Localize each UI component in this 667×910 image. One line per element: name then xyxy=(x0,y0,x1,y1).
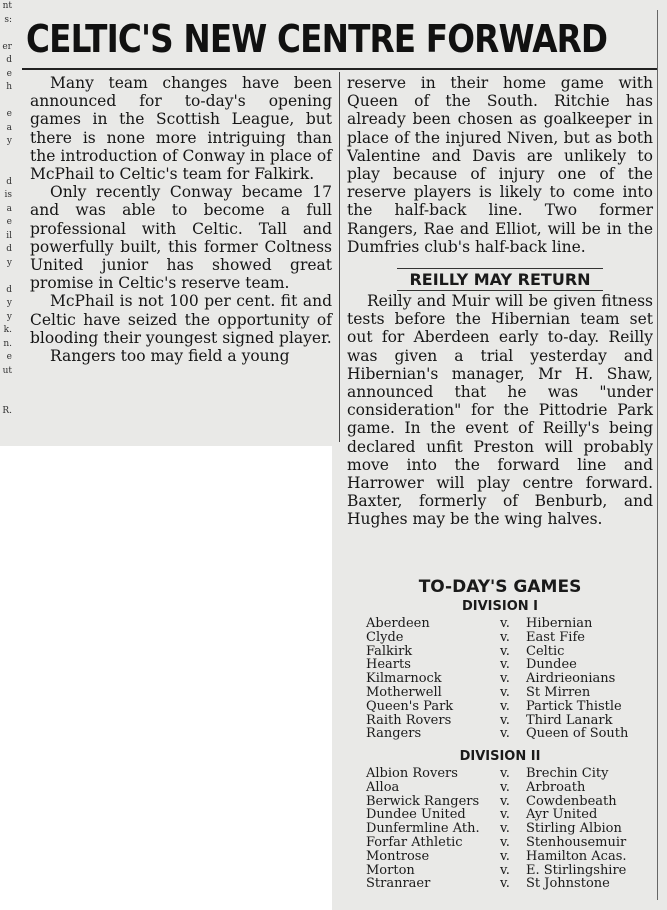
home-team: Hearts xyxy=(366,657,411,673)
margin-fragment: e xyxy=(6,109,12,119)
subheading xyxy=(347,270,653,289)
versus: v. xyxy=(500,848,510,864)
away-team: Brechin City xyxy=(526,766,609,781)
margin-fragment: d xyxy=(6,55,12,65)
margin-fragment: e xyxy=(6,68,12,79)
fixture-row xyxy=(366,727,652,741)
home-team: Dunfermline Ath. xyxy=(366,821,480,837)
margin-fragment xyxy=(0,378,12,392)
away-team: Stirling Albion xyxy=(526,821,622,837)
fixture-row xyxy=(366,767,652,781)
fixture-row xyxy=(366,631,652,645)
away-team: Celtic xyxy=(526,643,565,659)
away-team: Stenhousemuir xyxy=(526,834,627,850)
home-team: Albion Rovers xyxy=(366,766,458,781)
article-column-2 xyxy=(347,74,653,256)
home-team: Forfar Athletic xyxy=(366,834,463,850)
fixture-row xyxy=(366,617,652,631)
home-team: Clyde xyxy=(366,629,404,645)
home-team: Morton xyxy=(366,862,415,878)
versus: v. xyxy=(500,766,510,781)
away-team: Third Lanark xyxy=(526,712,613,728)
margin-fragment: y xyxy=(6,311,12,322)
versus: v. xyxy=(500,876,510,892)
margin-fragment: nt xyxy=(2,1,12,11)
margin-fragment: ut xyxy=(2,365,12,376)
division-2-fixtures xyxy=(366,767,652,891)
margin-fragment xyxy=(0,270,12,284)
margin-fragment: e xyxy=(6,217,12,227)
away-team: Ayr United xyxy=(526,807,598,823)
margin-fragment: R. xyxy=(2,406,12,416)
home-team: Montrose xyxy=(366,848,430,864)
margin-fragment xyxy=(0,162,12,176)
away-team: Hamilton Acas. xyxy=(526,848,627,864)
versus: v. xyxy=(500,862,510,878)
margin-fragment: il xyxy=(6,230,12,241)
fixture-row xyxy=(366,808,652,822)
versus: v. xyxy=(500,671,510,687)
division-1-fixtures xyxy=(366,617,652,741)
fixture-row xyxy=(366,714,652,728)
paragraph: Reilly and Muir will be given fitness tests before the Hibernian team set out for Aberdeen early to-day. Reilly was given a trial yesterday and Hibernian's manager, Mr H. Shaw, announced that he was "under consideration" for the Pittodrie Park game. In the event of Reilly's being declared unfit Preston will probably move into the forward line and Harrower will play centre forward. Baxter, formerly of Benburb, and Hughes may be the wing halves. xyxy=(347,292,653,529)
margin-fragment xyxy=(0,149,12,163)
versus: v. xyxy=(500,643,510,659)
fixture-row xyxy=(366,836,652,850)
margin-fragment: d xyxy=(6,244,12,254)
division-2-title: DIVISION II xyxy=(459,749,541,764)
margin-fragment: d xyxy=(6,284,12,295)
away-team: Hibernian xyxy=(526,616,593,631)
margin-fragment: n. xyxy=(3,338,12,349)
paragraph: reserve in their home game with Queen of the South. Ritchie has already been chosen as goalkeeper in place of the injured Niven, but as both Valentine and Davis are unlikely to play because of injury one of the reserve players is likely to come into the half-back line. Two former Rangers, Rae and Elliot, will be in the Dumfries club's half-back line. xyxy=(347,74,653,256)
paragraph: Rangers too may field a young xyxy=(50,347,290,366)
margin-fragment: d xyxy=(6,176,12,187)
away-team: Partick Thistle xyxy=(526,698,622,714)
margin-fragment: a xyxy=(6,203,12,214)
away-team: Cowdenbeath xyxy=(526,793,617,809)
article-column-1 xyxy=(30,74,332,365)
margin-fragment xyxy=(0,392,12,406)
paragraph: McPhail is not 100 per cent. fit and Celtic have seized the opportunity of blooding their youngest signed player. xyxy=(30,292,332,347)
home-team: Falkirk xyxy=(366,643,413,659)
versus: v. xyxy=(500,793,510,809)
fixture-row xyxy=(366,850,652,864)
margin-fragment: k. xyxy=(3,325,12,335)
margin-fragment: is xyxy=(4,190,12,200)
away-team: Dundee xyxy=(526,657,577,673)
blank-area xyxy=(0,446,332,910)
home-team: Raith Rovers xyxy=(366,712,452,728)
versus: v. xyxy=(500,807,510,823)
left-margin-fragments xyxy=(0,0,20,430)
margin-fragment: s: xyxy=(4,14,12,25)
column-divider xyxy=(339,72,340,442)
home-team: Queen's Park xyxy=(366,698,454,714)
away-team: St Johnstone xyxy=(526,876,610,892)
margin-fragment: y xyxy=(6,257,12,268)
margin-fragment xyxy=(0,95,12,109)
division-1-title: DIVISION I xyxy=(461,599,539,614)
away-team: Airdrieonians xyxy=(526,671,616,687)
margin-fragment xyxy=(0,27,12,41)
fixture-row xyxy=(366,795,652,809)
fixture-row xyxy=(366,645,652,659)
fixture-row xyxy=(366,877,652,891)
versus: v. xyxy=(500,834,510,850)
games-title: TO-DAY'S GAMES xyxy=(418,577,582,597)
versus: v. xyxy=(500,779,510,795)
versus: v. xyxy=(500,821,510,837)
headline: CELTIC'S NEW CENTRE FORWARD xyxy=(26,17,608,61)
away-team: East Fife xyxy=(526,629,585,645)
right-edge-rule xyxy=(657,10,658,900)
fixture-row xyxy=(366,864,652,878)
margin-fragment: a xyxy=(6,122,12,133)
versus: v. xyxy=(500,698,510,714)
next-headline-cut-off xyxy=(358,898,648,910)
fixture-row xyxy=(366,672,652,686)
versus: v. xyxy=(500,657,510,673)
article-column-2-lower xyxy=(347,292,653,529)
fixture-row xyxy=(366,686,652,700)
margin-fragment: er xyxy=(2,41,12,52)
away-team: E. Stirlingshire xyxy=(526,862,627,878)
margin-fragment: h xyxy=(6,82,12,92)
home-team: Kilmarnock xyxy=(366,671,442,687)
versus: v. xyxy=(500,616,510,631)
paragraph: Many team changes have been announced for to-day's opening games in the Scottish League, but there is none more intriguing than the introduction of Conway in place of McPhail to Celtic's team for Falkirk. xyxy=(30,74,332,184)
fixture-row xyxy=(366,822,652,836)
home-team: Aberdeen xyxy=(366,616,430,631)
home-team: Motherwell xyxy=(366,684,442,700)
away-team: St Mirren xyxy=(526,684,591,700)
home-team: Alloa xyxy=(366,779,400,795)
fixture-row xyxy=(366,781,652,795)
paragraph: Only recently Conway became 17 and was able to become a full professional with Celtic. Tall and powerfully built, this former Coltness United junior has showed great promise in Celtic's reserve team. xyxy=(30,183,332,293)
home-team: Berwick Rangers xyxy=(366,793,480,809)
margin-fragment: y xyxy=(6,136,12,146)
versus: v. xyxy=(500,684,510,700)
versus: v. xyxy=(500,629,510,645)
fixture-row xyxy=(366,700,652,714)
home-team: Rangers xyxy=(366,726,422,742)
versus: v. xyxy=(500,726,510,742)
away-team: Arbroath xyxy=(526,779,586,795)
fixture-row xyxy=(366,658,652,672)
subheading-text: REILLY MAY RETURN xyxy=(397,268,602,291)
home-team: Stranraer xyxy=(366,876,431,892)
margin-fragment: e xyxy=(6,352,12,362)
margin-fragment: y xyxy=(6,298,12,308)
home-team: Dundee United xyxy=(366,807,466,823)
away-team: Queen of South xyxy=(526,726,629,742)
versus: v. xyxy=(500,712,510,728)
headline-rule xyxy=(22,68,658,70)
